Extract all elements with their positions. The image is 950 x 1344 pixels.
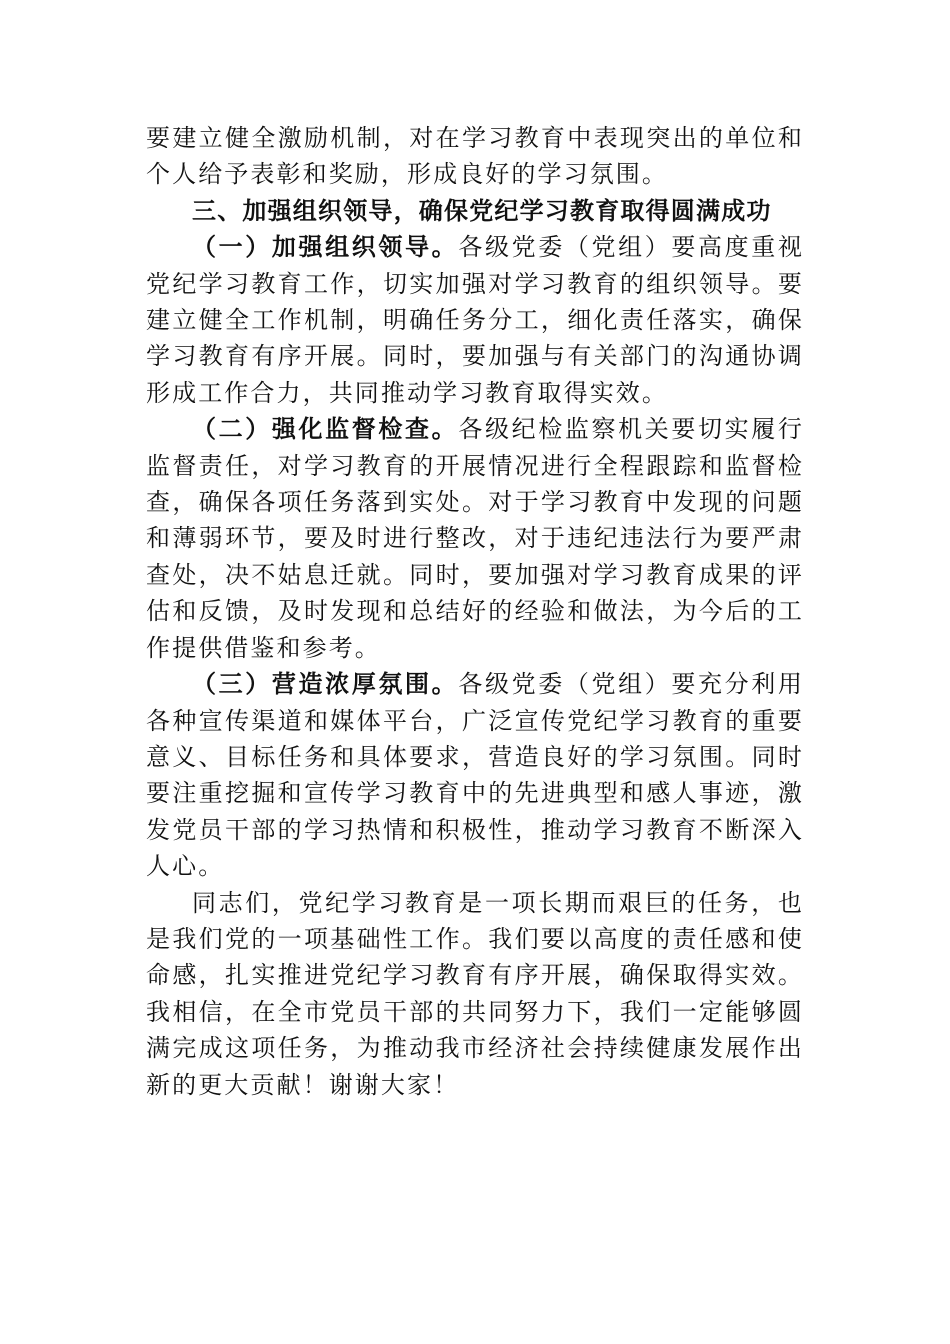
item-title-1: （一）加强组织领导。	[192, 232, 459, 262]
item-title-3: （三）营造浓厚氛围。	[192, 669, 459, 699]
item-paragraph-2	[146, 411, 804, 666]
item-body-1: 各级党委（党组）要高度重视党纪学习教育工作，切实加强对学习教育的组织领导。要建立健全工作机制，明确任务分工，细化责任落实，确保学习教育有序开展。同时，要加强与有关部门的沟通协调形成工作合力，共同推动学习教育取得实效。	[146, 233, 804, 407]
document-body	[146, 120, 804, 1103]
item-body-2: 各级纪检监察机关要切实履行监督责任，对学习教育的开展情况进行全程跟踪和监督检查，确保各项任务落到实处。对于学习教育中发现的问题和薄弱环节，要及时进行整改，对于违纪违法行为要严肃查处，决不姑息迁就。同时，要加强对学习教育成果的评估和反馈，及时发现和总结好的经验和做法，为今后的工作提供借鉴和参考。	[146, 415, 804, 662]
item-title-2: （二）强化监督检查。	[192, 414, 459, 444]
item-body-3: 各级党委（党组）要充分利用各种宣传渠道和媒体平台，广泛宣传党纪学习教育的重要意义、目标任务和具体要求，营造良好的学习氛围。同时要注重挖掘和宣传学习教育中的先进典型和感人事迹，激发党员干部的学习热情和积极性，推动学习教育不断深入人心。	[146, 670, 804, 881]
intro-paragraph-tail: 要建立健全激励机制，对在学习教育中表现突出的单位和个人给予表彰和奖励，形成良好的学习氛围。	[146, 124, 804, 189]
item-paragraph-3	[146, 666, 804, 884]
item-paragraph-1	[146, 229, 804, 411]
closing-paragraph: 同志们，党纪学习教育是一项长期而艰巨的任务，也是我们党的一项基础性工作。我们要以高度的责任感和使命感，扎实推进党纪学习教育有序开展，确保取得实效。我相信，在全市党员干部的共同努力下，我们一定能够圆满完成这项任务，为推动我市经济社会持续健康发展作出新的更大贡献！谢谢大家！	[146, 888, 804, 1099]
section-heading: 三、加强组织领导，确保党纪学习教育取得圆满成功	[192, 196, 772, 225]
